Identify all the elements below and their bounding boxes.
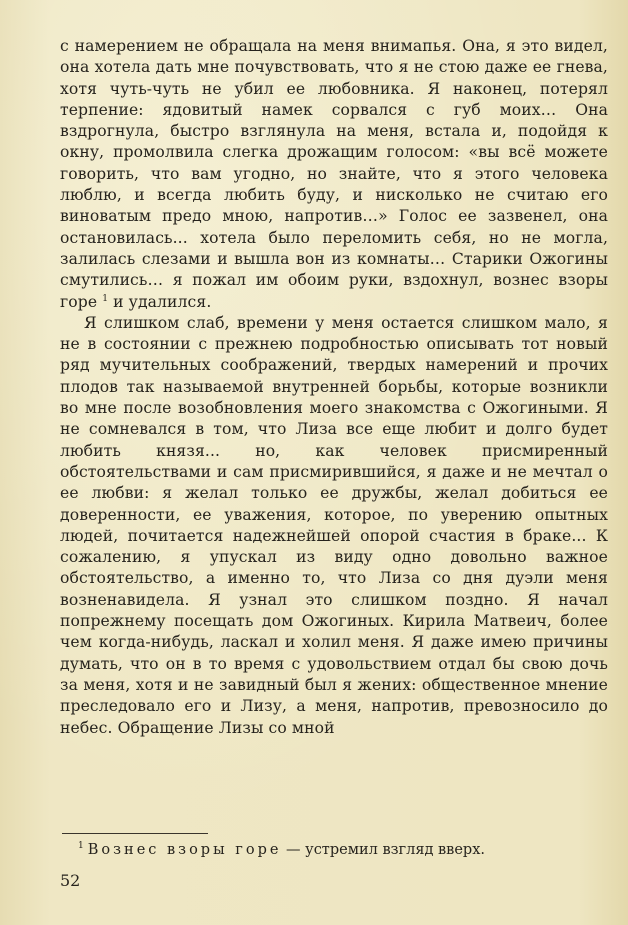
footnote-term: Вознес взоры горе xyxy=(87,842,282,858)
footnote xyxy=(78,840,598,860)
paragraph-1 xyxy=(60,36,608,313)
footnote-marker: 1 xyxy=(78,841,84,851)
body-text xyxy=(60,36,608,739)
footnote-definition: — устремил взгляд вверх. xyxy=(286,842,485,858)
paragraph-1-tail: и удалился. xyxy=(113,292,212,311)
paragraph-1-text: с намерением не обращала на меня внимапья. Она, я это видел, она хотела дать мне почувствовать, что я не стою даже ее гнева, хотя чуть-чуть не убил ее любовника. Я наконец, потерял терпение: ядовитый намек сорвался с губ моих… Она вздрогнула, быстро взглянула на меня, встала и, подойдя к окну, промолвила слегка дрожащим голосом: «вы всё можете говорить, что вам угодно, но знайте, что я этого человека люблю, и всегда любить буду, и нисколько не считаю его виноватым предо мною, напротив…» Голос ее зазвенел, она остановилась... хотела было переломить себя, но не могла, залилась слезами и вышла вон из комнаты… Старики Ожогины смутились… я пожал им обоим руки, вздохнул, вознес взоры горе xyxy=(60,37,608,311)
footnote-reference: 1 xyxy=(102,293,109,304)
footnote-divider xyxy=(62,833,208,834)
paragraph-2 xyxy=(60,313,608,739)
page-number: 52 xyxy=(60,871,81,890)
paragraph-2-text: Я слишком слаб, времени у меня остается слишком мало, я не в состоянии с прежнею подробностью описывать тот новый ряд мучительных соображений, твердых намерений и прочих плодов так называемой внутренней борьбы, которые возникли во мне после возобновления моего знакомства с Ожогиными. Я не сомневался в том, что Лиза все еще любит и долго будет любить князя... но, как человек присмиренный обстоятельствами и сам присмирившийся, я даже и не мечтал о ее любви: я желал только ее дружбы, желал добиться ее доверенности, ее уважения, которое, по уверению опытных людей, почитается надежнейшей опорой счастия в браке... К сожалению, я упускал из виду одно довольно важное обстоятельство, а именно то, что Лиза со дня дуэли меня возненавидела. Я узнал это слишком поздно. Я начал попрежнему посещать дом Ожогиных. Кирила Матвеич, более чем когда-нибудь, ласкал и холил меня. Я даже имею причины думать, что он в то время с удовольствием отдал бы свою дочь за меня, хотя и не завидный был я жених: общественное мнение преследовало его и Лизу, а меня, напротив, превозносило до небес. Обращение Лизы со мной xyxy=(60,313,608,737)
